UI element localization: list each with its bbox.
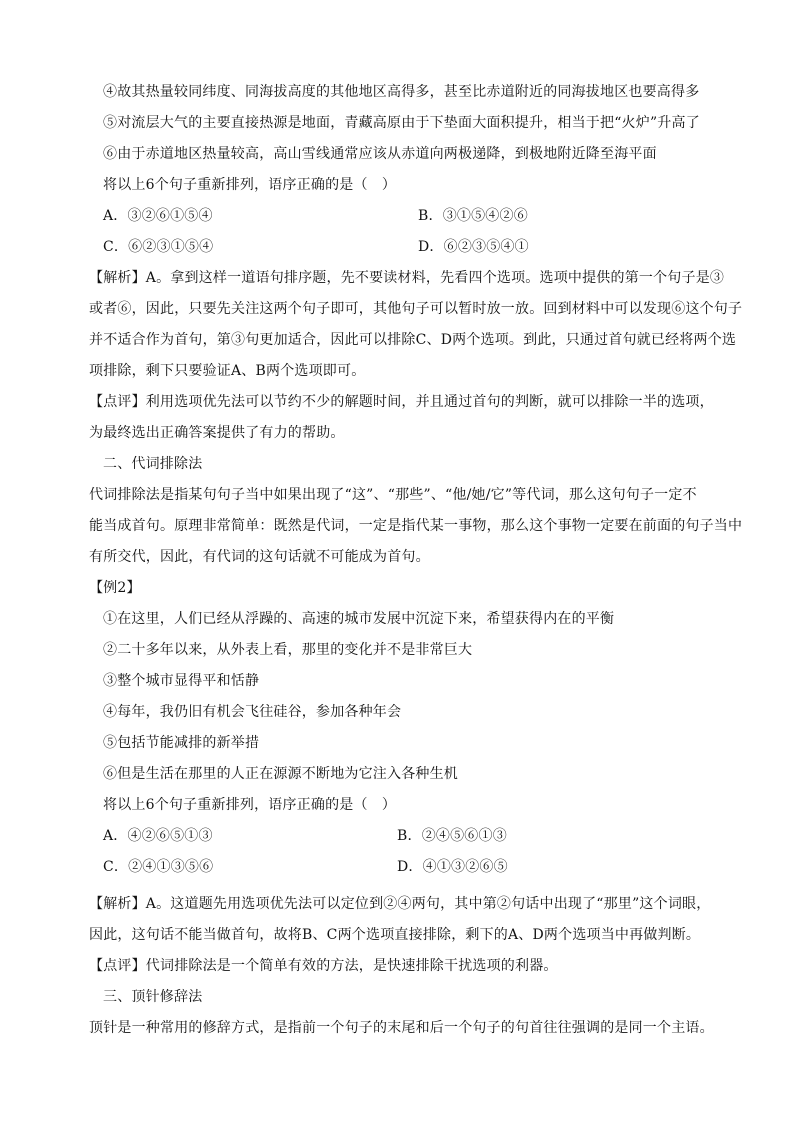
option-d: D．④①③②⑥⑤: [397, 859, 508, 875]
sentence-4: ④故其热量较同纬度、同海拔高度的其他地区高得多，甚至比赤道附近的同海拔地区也要高得多: [103, 84, 700, 100]
analysis-paragraph: 【解析】A。这道题先用选项优先法可以定位到②④两句，其中第②句话中出现了“那里”这个词眼，: [89, 896, 711, 912]
example-label: 【例2】: [89, 580, 141, 596]
option-d: D．⑥②③⑤④①: [418, 239, 529, 255]
option-c: C．②④①③⑤⑥: [103, 859, 214, 875]
question-prompt: 将以上6个句子重新排列，语序正确的是（ ）: [103, 797, 397, 813]
sentence-6: ⑥但是生活在那里的人正在源源不断地为它注入各种生机: [103, 766, 458, 782]
analysis-paragraph: 因此，这句话不能当做首句，故将B、C两个选项直接排除，剩下的A、D两个选项当中再做判断。: [89, 927, 701, 943]
sentence-5: ⑤对流层大气的主要直接热源是地面，青藏高原由于下垫面大面积提升，相当于把“火炉”升高了: [103, 115, 700, 131]
option-b: B．②④⑤⑥①③: [397, 828, 507, 844]
body-paragraph: 能当成首句。原理非常简单：既然是代词，一定是指代某一事物，那么这个事物一定要在前面的句子当中: [89, 518, 743, 534]
analysis-paragraph: 并不适合作为首句，第③句更加适合，因此可以排除C、D两个选项。到此，只通过首句就已经将两个选: [89, 332, 737, 348]
body-paragraph: 代词排除法是指某句句子当中如果出现了“这”、“那些”、“他/她/它”等代词，那么这句句子一定不: [89, 487, 697, 503]
sentence-1: ①在这里，人们已经从浮躁的、高速的城市发展中沉淀下来，希望获得内在的平衡: [103, 611, 615, 627]
section-heading: 三、顶针修辞法: [103, 989, 203, 1005]
sentence-3: ③整个城市显得平和恬静: [103, 673, 260, 689]
option-a: A．③②⑥①⑤④: [103, 208, 213, 224]
body-paragraph: 有所交代，因此，有代词的这句话就不可能成为首句。: [89, 549, 430, 565]
question-prompt: 将以上6个句子重新排列，语序正确的是（ ）: [103, 177, 397, 193]
option-c: C．⑥②③①⑤④: [103, 239, 214, 255]
sentence-6: ⑥由于赤道地区热量较高，高山雪线通常应该从赤道向两极递降，到极地附近降至海平面: [103, 146, 657, 162]
sentence-2: ②二十多年以来，从外表上看，那里的变化并不是非常巨大: [103, 642, 473, 658]
analysis-paragraph: 或者⑥，因此，只要先关注这两个句子即可，其他句子可以暂时放一放。回到材料中可以发现⑥这个句子: [89, 301, 743, 317]
analysis-paragraph: 【解析】A。拿到这样一道语句排序题，先不要读材料，先看四个选项。选项中提供的第一个句子是③: [89, 270, 725, 286]
body-paragraph: 顶针是一种常用的修辞方式，是指前一个句子的末尾和后一个句子的句首往往强调的是同一个主语。: [89, 1020, 714, 1036]
comment-paragraph: 【点评】利用选项优先法可以节约不少的解题时间，并且通过首句的判断，就可以排除一半的选项，: [89, 394, 714, 410]
sentence-5: ⑤包括节能减排的新举措: [103, 735, 260, 751]
option-a: A．④②⑥⑤①③: [103, 828, 213, 844]
section-heading: 二、代词排除法: [103, 456, 203, 472]
option-b: B．③①⑤④②⑥: [418, 208, 528, 224]
sentence-4: ④每年，我仍旧有机会飞往硅谷，参加各种年会: [103, 704, 402, 720]
comment-paragraph: 【点评】代词排除法是一个简单有效的方法，是快速排除干扰选项的利器。: [89, 958, 558, 974]
analysis-paragraph: 项排除，剩下只要验证A、B两个选项即可。: [89, 363, 366, 379]
comment-paragraph: 为最终选出正确答案提供了有力的帮助。: [89, 425, 345, 441]
